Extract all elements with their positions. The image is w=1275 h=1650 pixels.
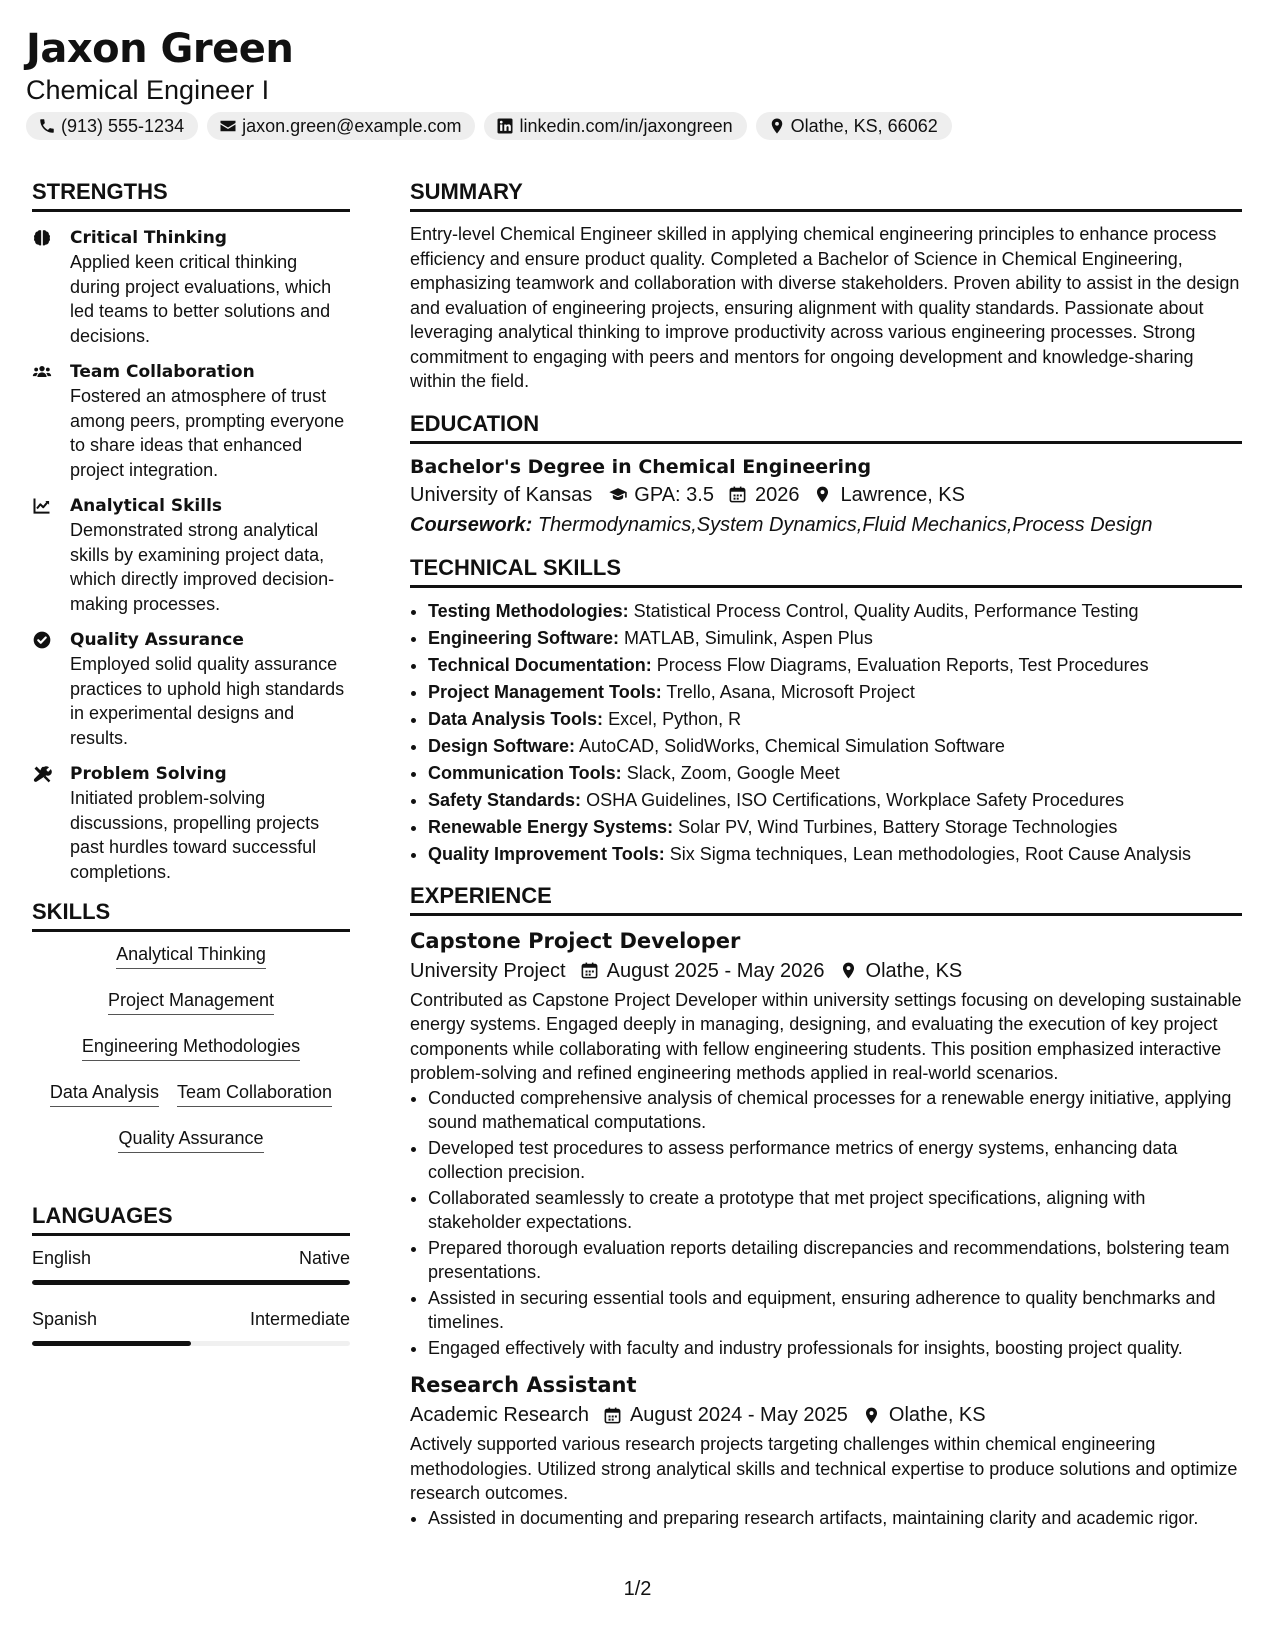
position-dates: August 2024 - May 2025 — [629, 1404, 848, 1426]
position-location: Olathe, KS — [865, 959, 963, 982]
users-icon — [32, 362, 52, 382]
degree-title: Bachelor's Degree in Chemical Engineering — [410, 455, 872, 478]
contact-email-text: jaxon.green@example.com — [242, 116, 462, 136]
list-item: • Testing Methodologies: Statistical Process Control, Quality Audits, Performance Testing — [428, 598, 1242, 625]
language-bar-fill — [32, 1280, 350, 1285]
skill-tag: Team Collaboration — [177, 1080, 332, 1107]
graduation-cap-icon — [606, 485, 630, 504]
calendar-icon — [728, 485, 747, 504]
list-item: • Assisted in documenting and preparing research artifacts, maintaining clarity and academic rigor. — [428, 1506, 1242, 1531]
language-name: Spanish — [32, 1309, 98, 1329]
contact-bar — [26, 112, 952, 140]
position-location: Olathe, KS — [888, 1404, 986, 1426]
language-level: Intermediate — [249, 1309, 350, 1329]
phone-icon — [38, 117, 56, 135]
linkedin-icon — [496, 117, 514, 135]
list-item: • Assisted in securing essential tools and equipment, ensuring adherence to quality benchmarks and timelines. — [428, 1286, 1242, 1335]
map-pin-icon — [768, 117, 786, 135]
calendar-icon — [580, 961, 599, 980]
language-item — [32, 1246, 350, 1285]
list-item: • Communication Tools: Slack, Zoom, Google Meet — [428, 760, 1242, 787]
list-item: • Technical Documentation: Process Flow Diagrams, Evaluation Reports, Test Procedures — [428, 652, 1242, 679]
map-pin-icon — [862, 1406, 881, 1425]
position-meta — [410, 956, 1242, 986]
job-title: Chemical Engineer I — [26, 75, 270, 105]
school-name: University of Kansas — [410, 483, 593, 506]
strengths-heading: STRENGTHS — [32, 178, 350, 212]
strength-desc: Employed solid quality assurance practices to uphold high standards in experimental designs and results. — [70, 654, 345, 748]
organization: University Project — [410, 959, 566, 982]
list-item: • Prepared thorough evaluation reports detailing discrepancies and recommendations, bolstering team presentations. — [428, 1236, 1242, 1285]
education-heading: EDUCATION — [410, 410, 1242, 444]
graduation-year: 2026 — [754, 483, 800, 506]
contact-linkedin-text: linkedin.com/in/jaxongreen — [519, 116, 733, 136]
strength-item — [32, 494, 350, 616]
skill-tag: Project Management — [108, 988, 274, 1015]
position-bullets — [410, 1506, 1242, 1531]
list-item: • Data Analysis Tools: Excel, Python, R — [428, 706, 1242, 733]
left-column — [32, 178, 350, 1368]
resume-header — [26, 26, 952, 140]
strength-item — [32, 762, 350, 884]
language-bar-fill — [32, 1341, 191, 1346]
language-item — [32, 1307, 350, 1346]
position-description: Contributed as Capstone Project Developer within university settings focusing on developing sustainable energy systems. Engaged deeply in managing, designing, and evaluating the execution of key project components while collaborating with fellow engineering students. This position emphasized interactive problem-solving and refined engineering methods applied in real-world scenarios. — [410, 989, 1242, 1083]
contact-location-text: Olathe, KS, 66062 — [790, 116, 938, 136]
technical-skills-list — [410, 598, 1242, 868]
contact-phone-text: (913) 555-1234 — [61, 116, 185, 136]
skill-tag: Quality Assurance — [118, 1126, 263, 1153]
list-item: • Renewable Energy Systems: Solar PV, Wind Turbines, Battery Storage Technologies — [428, 814, 1242, 841]
position-dates: August 2025 - May 2026 — [606, 959, 825, 982]
gpa-value: GPA: 3.5 — [634, 483, 714, 506]
check-circle-icon — [32, 630, 52, 650]
summary-text: Entry-level Chemical Engineer skilled in applying chemical engineering principles to enhance process efficiency and ensure product quality. Completed a Bachelor of Science in Chemical Engineering, emphasizing teamwork and collaboration with diverse stakeholders. Proven ability to assist in the design and evaluation of engineering projects, ensuring alignment with quality standards. Passionate about leveraging analytical thinking to improve productivity across various engineering processes. Strong commitment to engaging with peers and mentors for ongoing development and knowledge-sharing within the field. — [410, 224, 1240, 391]
strength-title: Analytical Skills — [70, 496, 223, 516]
position-bullets — [410, 1086, 1242, 1361]
experience-heading: EXPERIENCE — [410, 882, 1242, 916]
position-title: Capstone Project Developer — [410, 928, 741, 953]
map-pin-icon — [813, 485, 832, 504]
coursework — [410, 510, 1242, 540]
brain-icon — [32, 228, 52, 248]
list-item: • Safety Standards: OSHA Guidelines, ISO Certifications, Workplace Safety Procedures — [428, 787, 1242, 814]
strength-desc: Applied keen critical thinking during project evaluations, which led teams to better solutions and decisions. — [70, 252, 332, 346]
right-column — [410, 178, 1242, 1540]
contact-email[interactable] — [207, 112, 475, 140]
chart-line-icon — [32, 496, 52, 516]
language-bar — [32, 1280, 350, 1285]
position-description: Actively supported various research projects targeting challenges within chemical engineering methodologies. Utilized strong analytical skills and technical expertise to produce solutions and optimize research outcomes. — [410, 1434, 1238, 1503]
contact-location[interactable] — [756, 112, 952, 140]
map-pin-icon — [839, 961, 858, 980]
technical-skills-heading: TECHNICAL SKILLS — [410, 554, 1242, 588]
list-item: • Engineering Software: MATLAB, Simulink, Aspen Plus — [428, 625, 1242, 652]
coursework-label: Coursework: — [410, 513, 533, 536]
list-item: • Design Software: AutoCAD, SolidWorks, Chemical Simulation Software — [428, 733, 1242, 760]
coursework-list: Thermodynamics,System Dynamics,Fluid Mechanics,Process Design — [537, 513, 1153, 536]
calendar-icon — [603, 1406, 622, 1425]
candidate-name: Jaxon Green — [26, 26, 294, 72]
skills-list — [32, 942, 350, 1172]
contact-linkedin[interactable] — [484, 112, 746, 140]
strength-title: Critical Thinking — [70, 228, 227, 248]
list-item: • Quality Improvement Tools: Six Sigma techniques, Lean methodologies, Root Cause Analysis — [428, 841, 1242, 868]
position-meta — [410, 1400, 1242, 1430]
contact-phone[interactable] — [26, 112, 198, 140]
strength-item — [32, 628, 350, 750]
experience-entry — [410, 1370, 1242, 1530]
strength-desc: Fostered an atmosphere of trust among peers, prompting everyone to share ideas that enhanced project integration. — [70, 386, 345, 480]
strength-title: Team Collaboration — [70, 362, 255, 382]
position-title: Research Assistant — [410, 1373, 637, 1397]
education-meta — [410, 480, 1242, 510]
strength-title: Problem Solving — [70, 764, 227, 784]
list-item: • Engaged effectively with faculty and industry professionals for insights, boosting project quality. — [428, 1336, 1242, 1361]
summary-heading: SUMMARY — [410, 178, 1242, 212]
organization: Academic Research — [410, 1404, 589, 1426]
list-item: • Collaborated seamlessly to create a prototype that met project specifications, aligning with stakeholder expectations. — [428, 1186, 1242, 1235]
languages-heading: LANGUAGES — [32, 1202, 350, 1236]
strengths-list — [32, 222, 350, 884]
strength-desc: Initiated problem-solving discussions, propelling projects past hurdles toward successful completions. — [70, 788, 320, 882]
school-location: Lawrence, KS — [840, 483, 965, 506]
strength-desc: Demonstrated strong analytical skills by examining project data, which directly improved decision-making processes. — [70, 520, 335, 614]
skill-tag: Engineering Methodologies — [82, 1034, 300, 1061]
list-item: • Project Management Tools: Trello, Asana, Microsoft Project — [428, 679, 1242, 706]
skills-heading: SKILLS — [32, 898, 350, 932]
skill-tag: Analytical Thinking — [116, 942, 266, 969]
strength-item — [32, 226, 350, 348]
language-bar — [32, 1341, 350, 1346]
skill-tag: Data Analysis — [50, 1080, 159, 1107]
strength-title: Quality Assurance — [70, 630, 244, 650]
list-item: • Conducted comprehensive analysis of chemical processes for a renewable energy initiative, applying sound mathematical computations. — [428, 1086, 1242, 1135]
tools-icon — [32, 764, 52, 784]
strength-item — [32, 360, 350, 482]
list-item: • Developed test procedures to assess performance metrics of energy systems, enhancing data collection precision. — [428, 1136, 1242, 1185]
language-level: Native — [298, 1248, 350, 1268]
envelope-icon — [219, 117, 237, 135]
page-number: 1/2 — [623, 1578, 652, 1600]
experience-entry — [410, 926, 1242, 1361]
language-name: English — [32, 1248, 92, 1268]
